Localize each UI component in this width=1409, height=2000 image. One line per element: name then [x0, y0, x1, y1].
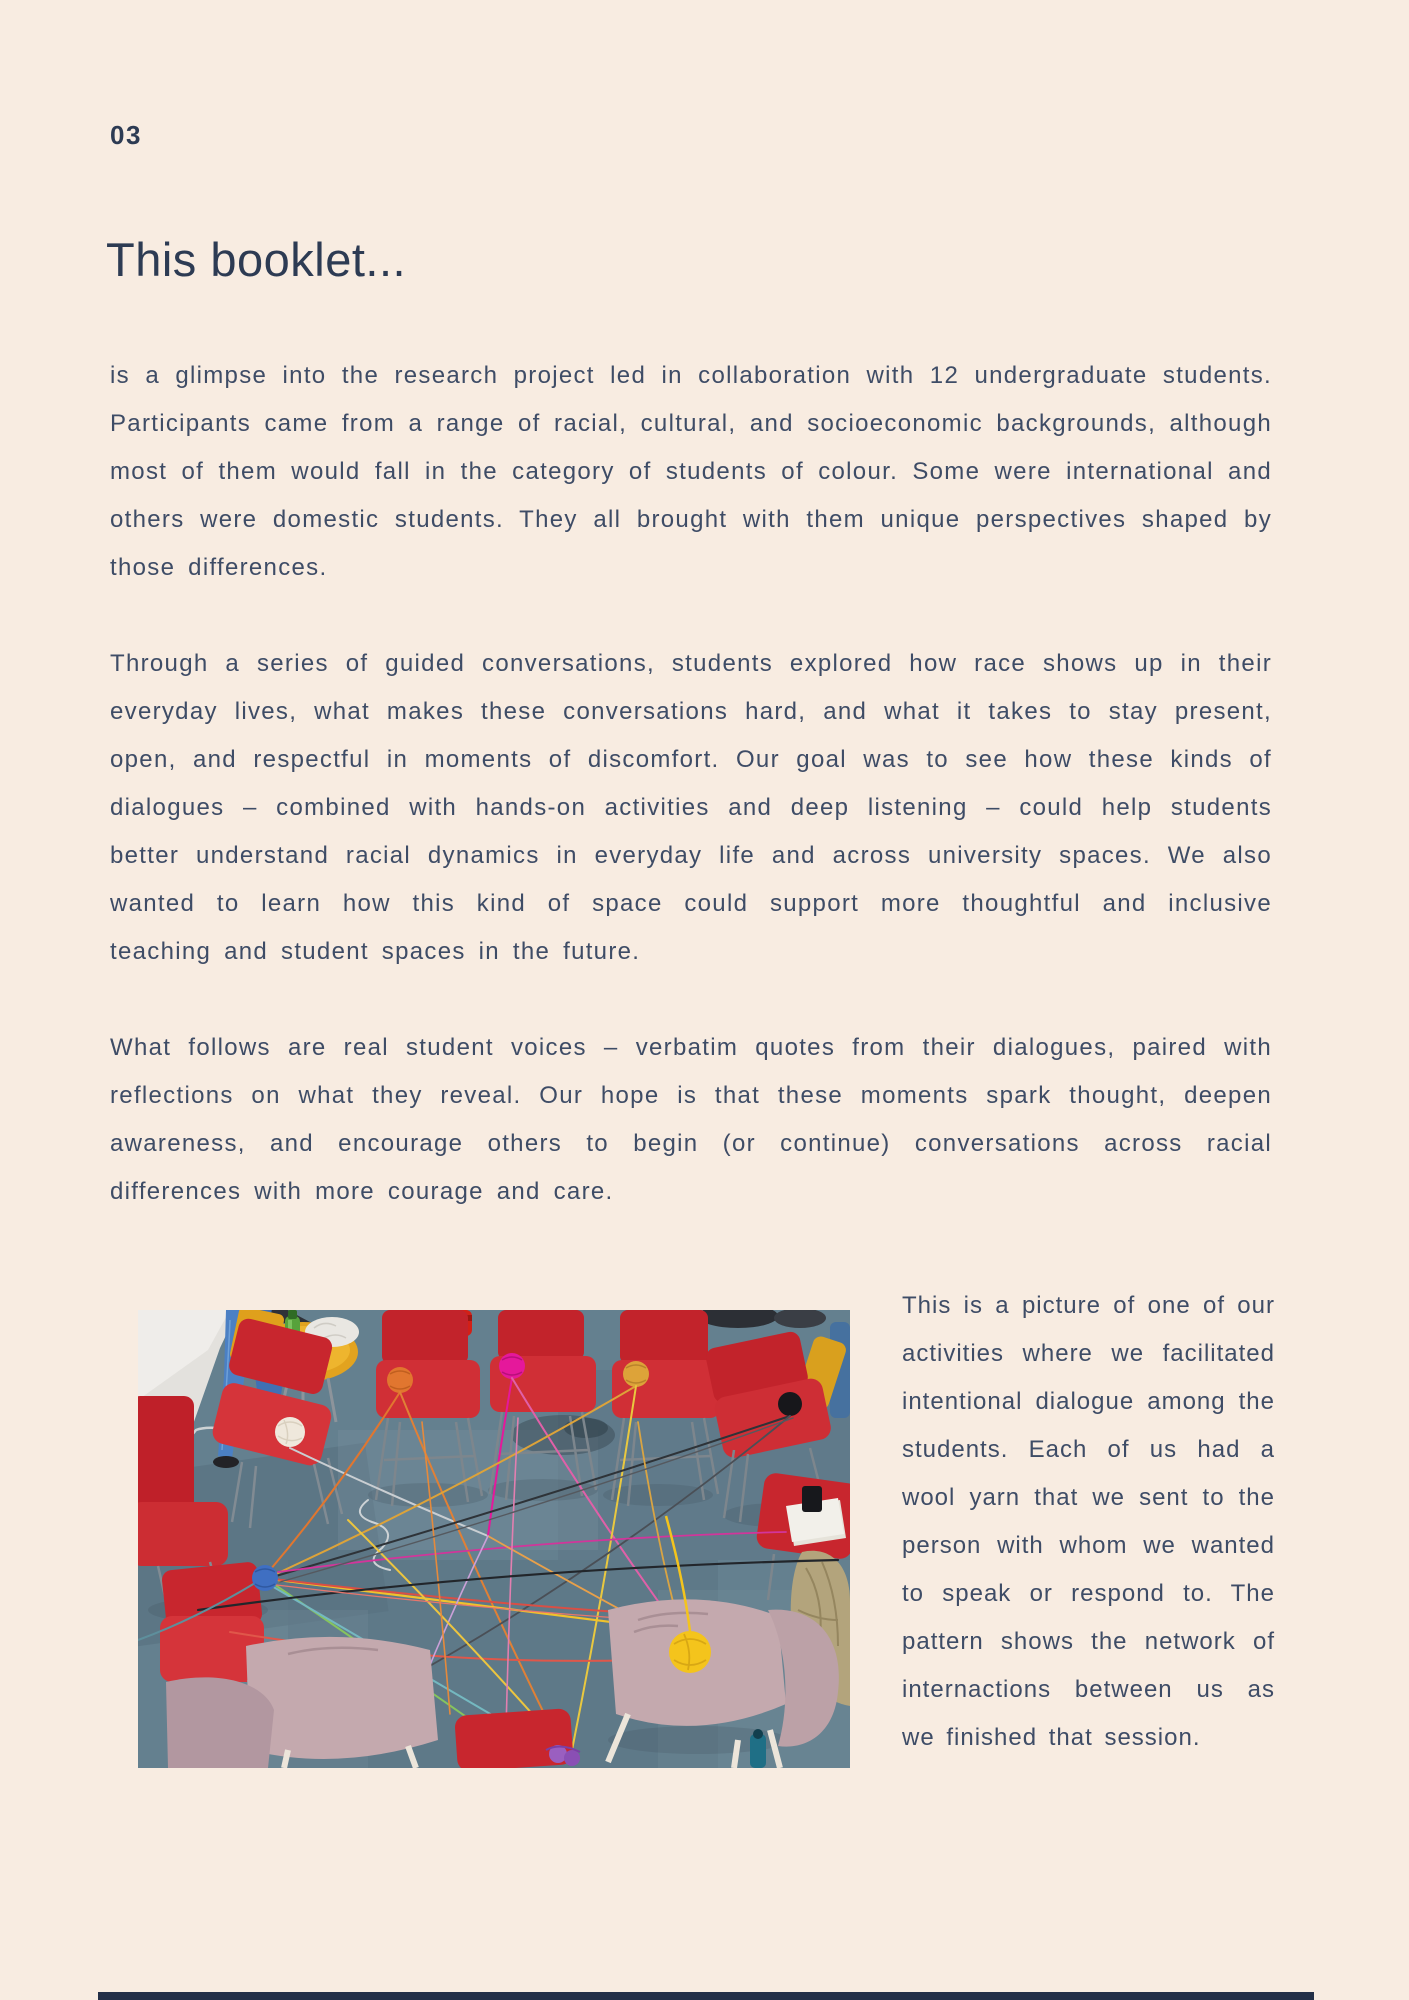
body-text: [110, 352, 1272, 1264]
phone: [802, 1486, 822, 1512]
page-title: This booklet...: [106, 233, 407, 286]
paragraph-2: Through a series of guided conversations, students explored how race shows up in their everyday lives, what makes these conversations hard, and what it takes to stay present, open, and respectful in moments of discomfort. Our goal was to see how these kinds of dialogues – combined with hands-on activities and deep listening – could help students better understand racial dynamics in everyday life and across university spaces. We also wanted to learn how this kind of space could support more thoughtful and inclusive teaching and student spaces in the future.: [110, 650, 1272, 965]
pink-chair-corner: [166, 1677, 274, 1768]
yarn-ball-yellow: [669, 1631, 711, 1673]
activity-photo: [138, 1310, 850, 1768]
paragraph-1: is a glimpse into the research project led in collaboration with 12 undergraduate students. Participants came from a range of racial, cultural, and socioeconomic backgrounds, although most of them would fall in the category of students of colour. Some were international and others were domestic students. They all brought with them unique perspectives shaped by those differences.: [110, 362, 1272, 581]
paragraph-3: What follows are real student voices – verbatim quotes from their dialogues, paired with reflections on what they reveal. Our hope is that these moments spark thought, deepen awareness, and encourage others to begin (or continue) conversations across racial differences with more courage and care.: [110, 1034, 1272, 1205]
pink-chair-left: [246, 1637, 438, 1768]
photo-caption: This is a picture of one of our activities where we facilitated intentional dialogue among the students. Each of us had a wool yarn that we sent to the person with whom we wanted to speak or respond to. The pattern shows the network of internactions between us as we finished that session.: [902, 1292, 1275, 1751]
water-bottle: [750, 1729, 766, 1768]
page-number: 03: [110, 120, 142, 150]
yarn-ball-blue: [252, 1565, 278, 1591]
page-bottom-edge: [98, 1992, 1314, 2000]
yarn-ball-black: [778, 1392, 802, 1416]
